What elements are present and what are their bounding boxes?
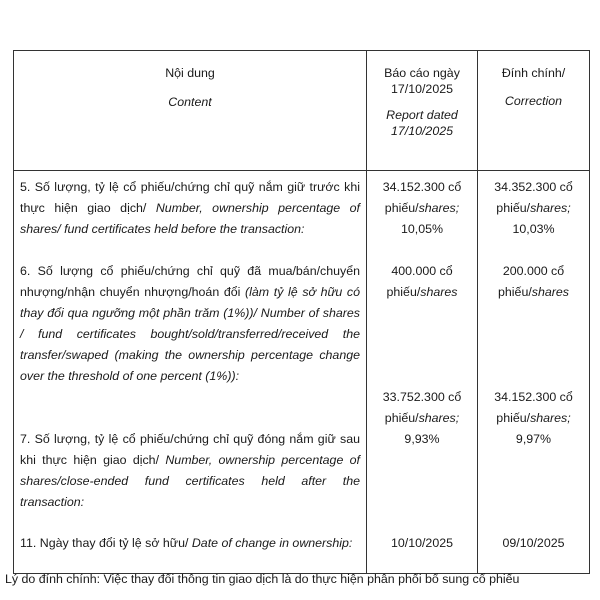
header-content [14, 51, 367, 171]
item6-text [20, 261, 360, 429]
item6-report-qty: 400.000 cổ [391, 264, 453, 278]
item11-text [20, 533, 360, 573]
item6-correction-unit: phiếu/shares [498, 285, 569, 299]
header-content-en: Content [168, 95, 212, 109]
item5-text-vi: 5. Số lượng, tỷ lệ cổ phiếu/chứng chỉ quỹ nắm giữ trước khi thực hiện giao dịch/ [20, 180, 360, 215]
header-correction [478, 51, 590, 171]
correction-reason: Lý do đính chính: Việc thay đổi thông tin giao dịch là do thực hiện phân phối bổ sung cổ phiếu [5, 572, 520, 586]
table-header-row [14, 51, 590, 171]
item5-text [20, 177, 360, 261]
item5-report-unit: phiếu/shares; [384, 201, 460, 215]
header-report-vi-2: 17/10/2025 [390, 82, 453, 96]
item11-correction: 09/10/2025 [502, 536, 565, 550]
item7-text-vi: 7. Số lượng, tỷ lệ cổ phiếu/chứng chỉ quỹ đóng nắm giữ sau khi thực hiện giao dịch/ [20, 432, 360, 467]
item7-report-unit: phiếu/shares; [384, 411, 460, 425]
header-report-en-1: Report dated [386, 108, 458, 122]
item7-correction-unit: phiếu/shares; [496, 411, 571, 425]
table-row-body [14, 171, 590, 574]
item5-correction-unit: phiếu/shares; [496, 201, 571, 215]
item7-report [373, 387, 471, 533]
item7-text-en: Number, ownership percentage of shares/close-ended fund certificates held after the transaction: [20, 453, 360, 509]
item6-correction-qty: 200.000 cổ [502, 264, 565, 278]
item7-text [20, 429, 360, 533]
header-report-en-2: 17/10/2025 [390, 124, 453, 138]
item5-text-en: Number, ownership percentage of shares/ fund certificates held before the transaction: [20, 201, 361, 236]
item11-text-en: Date of change in ownership: [191, 536, 353, 550]
item11-text-vi: 11. Ngày thay đổi tỷ lệ sở hữu/ [20, 536, 192, 550]
item11-report: 10/10/2025 [390, 536, 453, 550]
item7-correction [484, 387, 583, 533]
header-content-vi: Nội dung [165, 66, 215, 80]
item6-correction [484, 261, 583, 387]
item7-report-pct: 9,93% [404, 432, 440, 446]
item7-correction-qty: 34.152.300 cổ [494, 390, 573, 404]
item5-correction-qty: 34.352.300 cổ [494, 180, 573, 194]
item5-report-qty: 34.152.300 cổ [382, 180, 462, 194]
header-correction-en: Correction [504, 94, 563, 108]
correction-cell [478, 171, 590, 574]
content-cell [14, 171, 367, 574]
item6-report-unit: phiếu/shares [386, 285, 458, 299]
header-report-vi-1: Báo cáo ngày [384, 66, 460, 80]
header-report [367, 51, 478, 171]
header-correction-vi: Đính chính/ [501, 66, 566, 80]
item5-report [373, 177, 471, 261]
disclosure-table [13, 50, 590, 574]
item6-text-vi: 6. Số lượng cổ phiếu/chứng chỉ quỹ đã mua/bán/chuyển nhượng/nhận chuyển nhượng/hoán đổi [20, 264, 360, 299]
item7-correction-pct: 9,97% [515, 432, 552, 446]
item6-report [373, 261, 471, 387]
item6-text-en: (làm tỷ lệ sở hữu có thay đổi qua ngưỡng một phần trăm (1%))/ Number of shares / fund certificates bought/sold/transferred/received the transfer/swaped (making the ownership percentage change over the threshold of one percent (1%)): [20, 285, 360, 383]
item5-report-pct: 10,05% [400, 222, 444, 236]
item5-correction [484, 177, 583, 261]
report-cell [367, 171, 478, 574]
item7-report-qty: 33.752.300 cổ [382, 390, 462, 404]
item5-correction-pct: 10,03% [512, 222, 555, 236]
